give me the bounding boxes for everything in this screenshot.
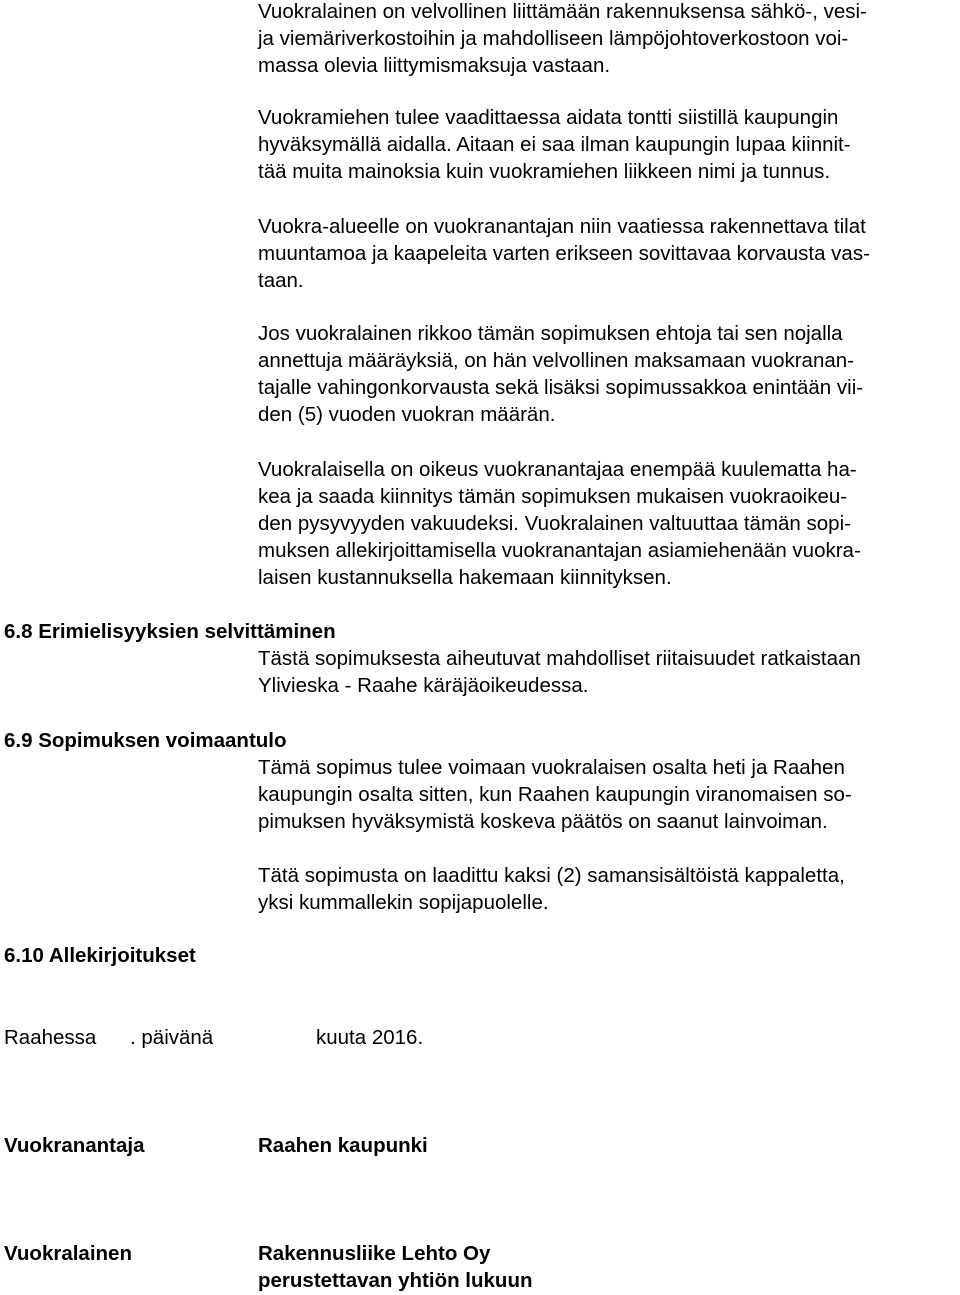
- text-line: tää muita mainoksia kuin vuokramiehen liikkeen nimi ja tunnus.: [258, 160, 831, 183]
- text-line: taan.: [258, 269, 304, 292]
- signing-month-year: kuuta 2016.: [316, 1026, 424, 1049]
- text-line: pimuksen hyväksymistä koskeva päätös on saanut lainvoiman.: [258, 810, 828, 833]
- paragraph-substation: [258, 213, 870, 294]
- paragraph-disputes: [258, 645, 861, 699]
- lessee-label: Vuokralainen: [4, 1242, 132, 1265]
- text-line: kea ja saada kiinnitys tämän sopimuksen mukaisen vuokraoikeu-: [258, 485, 848, 508]
- text-line: Tätä sopimusta on laadittu kaksi (2) samansisältöistä kappaletta,: [258, 864, 845, 887]
- paragraph-entry-into-force: [258, 754, 852, 835]
- text-line: Tämä sopimus tulee voimaan vuokralaisen osalta heti ja Raahen: [258, 756, 845, 779]
- text-line: Vuokra-alueelle on vuokranantajan niin vaatiessa rakennettava tilat: [258, 215, 866, 238]
- text-line: massa olevia liittymismaksuja vastaan.: [258, 54, 611, 77]
- text-line: hyväksymällä aidalla. Aitaan ei saa ilman kaupungin lupaa kiinnit-: [258, 133, 851, 156]
- text-line: muksen allekirjoittamisella vuokranantajan asiamiehenään vuokra-: [258, 539, 861, 562]
- section-heading-6-10: 6.10 Allekirjoitukset: [4, 944, 196, 967]
- text-line: ja viemäriverkostoihin ja mahdolliseen lämpöjohtoverkostoon voi-: [258, 27, 849, 50]
- section-heading-6-8: 6.8 Erimielisyyksien selvittäminen: [4, 620, 336, 643]
- lessee-company: Rakennusliike Lehto Oy: [258, 1242, 491, 1265]
- text-line: den (5) vuoden vuokran määrän.: [258, 403, 556, 426]
- text-line: Tästä sopimuksesta aiheutuvat mahdolliset riitaisuudet ratkaistaan: [258, 647, 861, 670]
- paragraph-mortgage-right: [258, 456, 861, 591]
- text-line: tajalle vahingonkorvausta sekä lisäksi sopimussakkoa enintään vii-: [258, 376, 864, 399]
- signing-day: . päivänä: [130, 1026, 214, 1049]
- paragraph-breach-penalty: [258, 320, 863, 428]
- text-line: den pysyvyyden vakuudeksi. Vuokralainen valtuuttaa tämän sopi-: [258, 512, 851, 535]
- lessor-name: Raahen kaupunki: [258, 1134, 428, 1157]
- text-line: Ylivieska - Raahe käräjäoikeudessa.: [258, 674, 589, 697]
- text-line: Jos vuokralainen rikkoo tämän sopimuksen ehtoja tai sen nojalla: [258, 322, 843, 345]
- signing-place: Raahessa: [4, 1026, 97, 1049]
- text-line: Vuokralaisella on oikeus vuokranantajaa enempää kuulematta ha-: [258, 458, 857, 481]
- lessee-company-note: perustettavan yhtiön lukuun: [258, 1269, 533, 1292]
- text-line: annettuja määräyksiä, on hän velvollinen maksamaan vuokranan-: [258, 349, 854, 372]
- text-line: Vuokramiehen tulee vaadittaessa aidata tontti siistillä kaupungin: [258, 106, 839, 129]
- text-line: muuntamoa ja kaapeleita varten erikseen sovittavaa korvausta vas-: [258, 242, 870, 265]
- paragraph-copies: [258, 862, 845, 916]
- section-heading-6-9: 6.9 Sopimuksen voimaantulo: [4, 729, 287, 752]
- paragraph-connection-obligation: [258, 0, 867, 79]
- lessor-label: Vuokranantaja: [4, 1134, 145, 1157]
- text-line: yksi kummallekin sopijapuolelle.: [258, 891, 549, 914]
- text-line: kaupungin osalta sitten, kun Raahen kaupungin viranomaisen so-: [258, 783, 852, 806]
- paragraph-fencing: [258, 104, 851, 185]
- text-line: laisen kustannuksella hakemaan kiinnityksen.: [258, 566, 672, 589]
- text-line: Vuokralainen on velvollinen liittämään rakennuksensa sähkö-, vesi-: [258, 0, 867, 23]
- lessee-name: [258, 1240, 533, 1294]
